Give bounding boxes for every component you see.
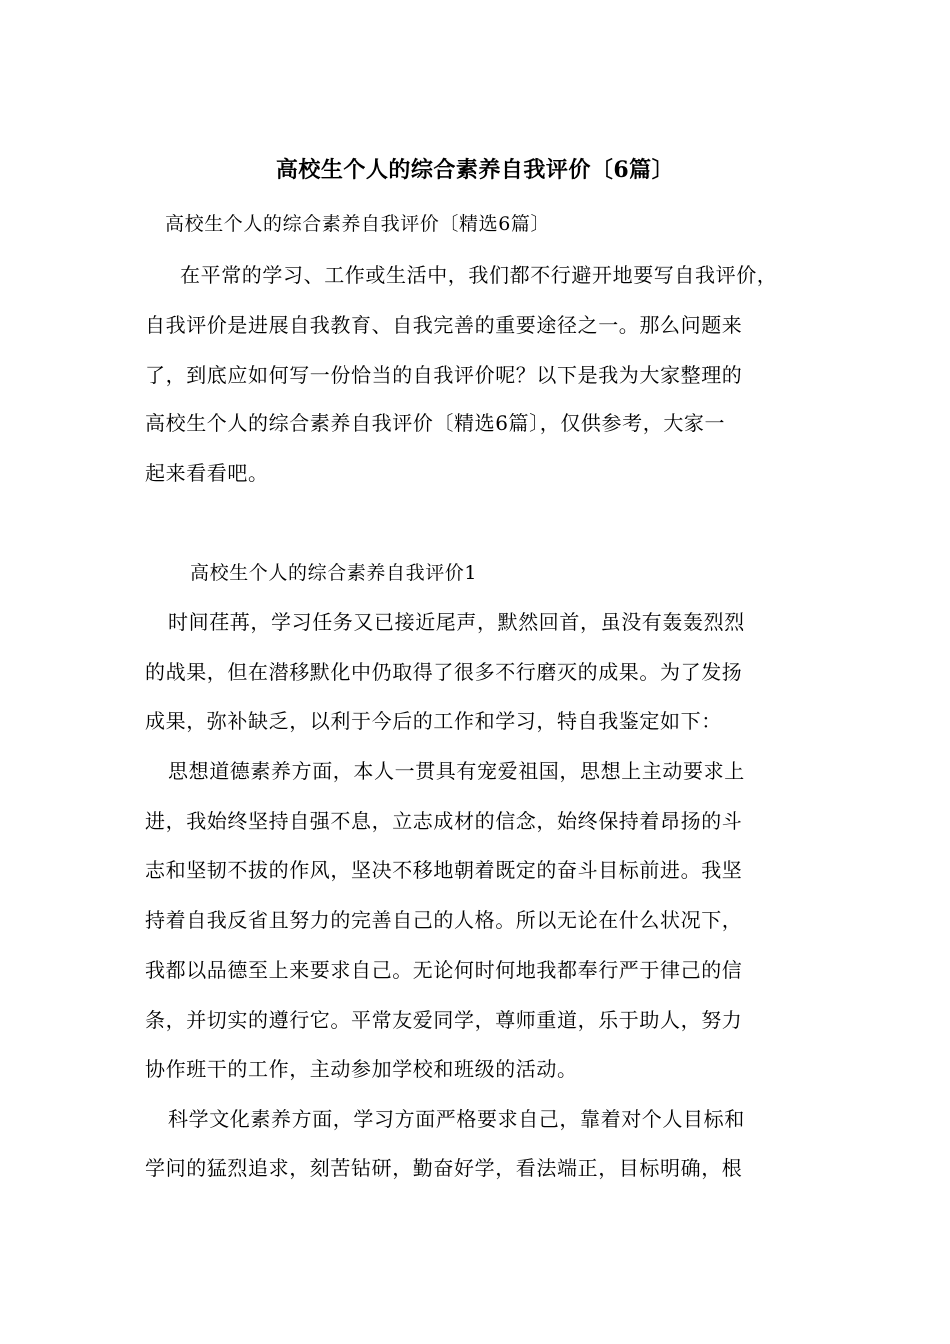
body-line: 我都以品德至上来要求自己。无论何时何地我都奉行严于律己的信 [145,958,743,982]
body-line: 的战果，但在潜移默化中仍取得了很多不行磨灭的成果。为了发扬 [145,660,743,684]
body-line: 学问的猛烈追求，刻苦钻研，勤奋好学，看法端正，目标明确，根 [145,1156,743,1180]
intro-line: 自我评价是进展自我教育、自我完善的重要途径之一。那么问题来 [145,313,743,337]
body-line: 志和坚韧不拔的作风，坚决不移地朝着既定的奋斗目标前进。我坚 [145,858,743,882]
body-line: 条，并切实的遵行它。平常友爱同学，尊师重道，乐于助人，努力 [145,1008,743,1032]
section-heading: 高校生个人的综合素养自我评价1 [190,562,478,584]
body-line: 成果，弥补缺乏，以利于今后的工作和学习，特自我鉴定如下： [145,709,722,733]
body-line: 持着自我反省且努力的完善自己的人格。所以无论在什么状况下， [145,908,743,932]
body-line: 思想道德素养方面，本人一贯具有宠爱祖国，思想上主动要求上 [168,759,745,783]
intro-line: 了，到底应如何写一份恰当的自我评价呢？以下是我为大家整理的 [145,363,743,387]
body-line: 进，我始终坚持自强不息，立志成材的信念，始终保持着昂扬的斗 [145,809,743,833]
intro-line: 在平常的学习、工作或生活中，我们都不行避开地要写自我评价， [180,263,778,287]
body-line: 时间荏苒，学习任务又已接近尾声，默然回首，虽没有轰轰烈烈 [168,610,745,634]
document-subtitle: 高校生个人的综合素养自我评价〔精选6篇〕 [165,213,551,235]
intro-line: 起来看看吧。 [145,461,269,485]
body-line: 科学文化素养方面，学习方面严格要求自己，靠着对个人目标和 [168,1107,745,1131]
document-title: 高校生个人的综合素养自我评价〔6篇〕 [275,157,675,183]
intro-line: 高校生个人的综合素养自我评价〔精选6篇〕，仅供参考，大家一 [145,411,726,435]
body-line: 协作班干的工作，主动参加学校和班级的活动。 [145,1057,578,1081]
